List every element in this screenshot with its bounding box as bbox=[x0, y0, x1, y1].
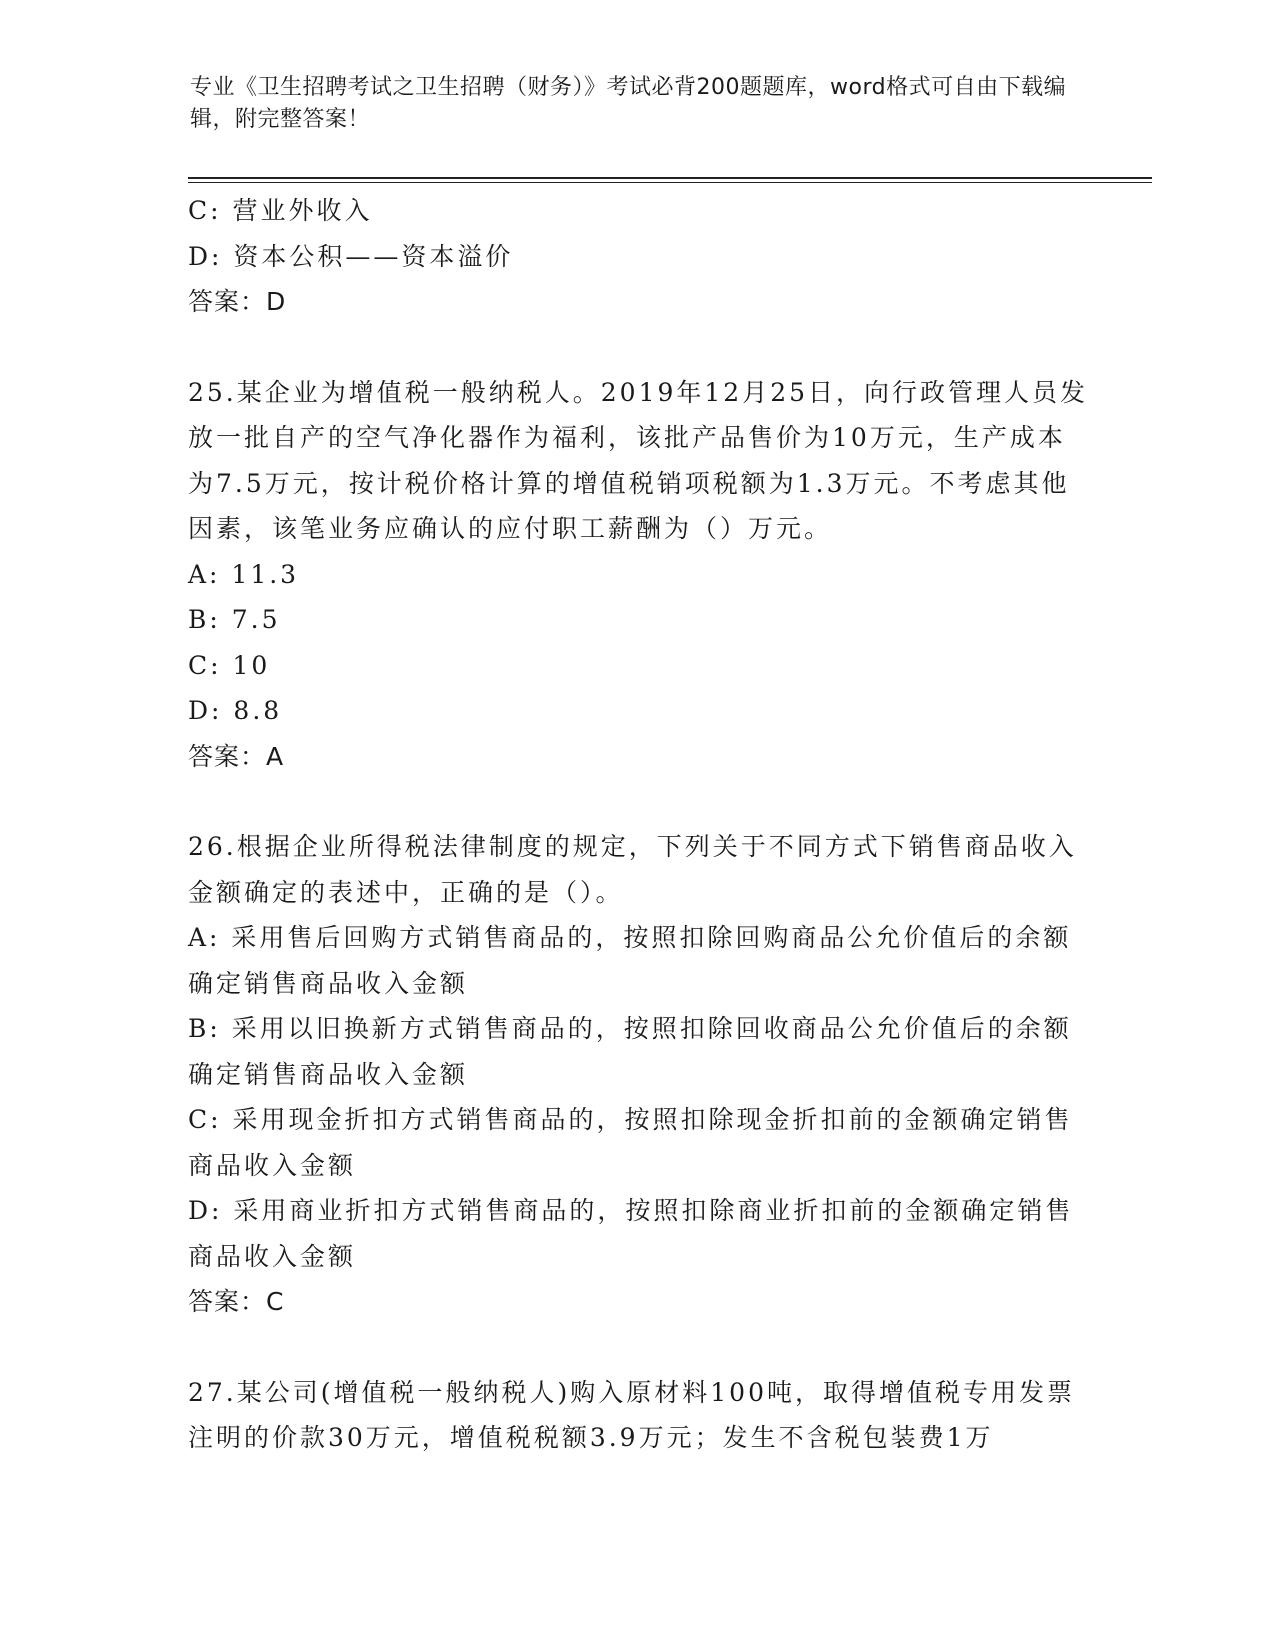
option-c: C: 采用现金折扣方式销售商品的，按照扣除现金折扣前的金额确定销售商品收入金额 bbox=[188, 1105, 1073, 1180]
option-a: A: 采用售后回购方式销售商品的，按照扣除回购商品公允价值后的余额确定销售商品收入金额 bbox=[188, 923, 1072, 998]
question-stem-25: 25.某企业为增值税一般纳税人。2019年12月25日，向行政管理人员发放一批自产的空气净化器作为福利，该批产品售价为10万元，生产成本为7.5万元，按计税价格计算的增值税销项税额为1.3万元。不考虑其他因素，该笔业务应确认的应付职工薪酬为（）万元。 bbox=[188, 377, 1089, 543]
option-d: D: 采用商业折扣方式销售商品的，按照扣除商业折扣前的金额确定销售商品收入金额 bbox=[188, 1196, 1074, 1271]
option-a: A: 11.3 bbox=[188, 559, 300, 589]
option-b: B: 采用以旧换新方式销售商品的，按照扣除回收商品公允价值后的余额确定销售商品收入金额 bbox=[188, 1014, 1072, 1089]
option-b: B: 7.5 bbox=[188, 605, 281, 634]
option-c: C: 10 bbox=[188, 650, 271, 680]
spacer bbox=[188, 779, 1088, 824]
question-stem-26: 26.根据企业所得税法律制度的规定，下列关于不同方式下销售商品收入金额确定的表述中，正确的是（）。 bbox=[188, 832, 1077, 907]
answer-line: 答案：C bbox=[188, 1287, 285, 1316]
option-d: D: 资本公积——资本溢价 bbox=[188, 241, 514, 271]
answer-line: 答案：A bbox=[188, 741, 285, 771]
option-d: D: 8.8 bbox=[188, 696, 283, 725]
answer-line: 答案：D bbox=[188, 287, 287, 316]
spacer bbox=[188, 325, 1088, 370]
option-c: C: 营业外收入 bbox=[188, 196, 373, 225]
spacer bbox=[188, 1325, 1088, 1370]
question-content bbox=[188, 188, 1088, 1461]
header-rule-thin bbox=[188, 182, 1152, 183]
question-stem-27: 27.某公司(增值税一般纳税人)购入原材料100吨，取得增值税专用发票注明的价款30万元，增值税税额3.9万元；发生不含税包装费1万 bbox=[188, 1377, 1075, 1452]
page-header: 专业《卫生招聘考试之卫生招聘（财务）》考试必背200题题库，word格式可自由下载编辑，附完整答案！ bbox=[190, 75, 1067, 132]
header-rule-thick bbox=[188, 177, 1152, 179]
